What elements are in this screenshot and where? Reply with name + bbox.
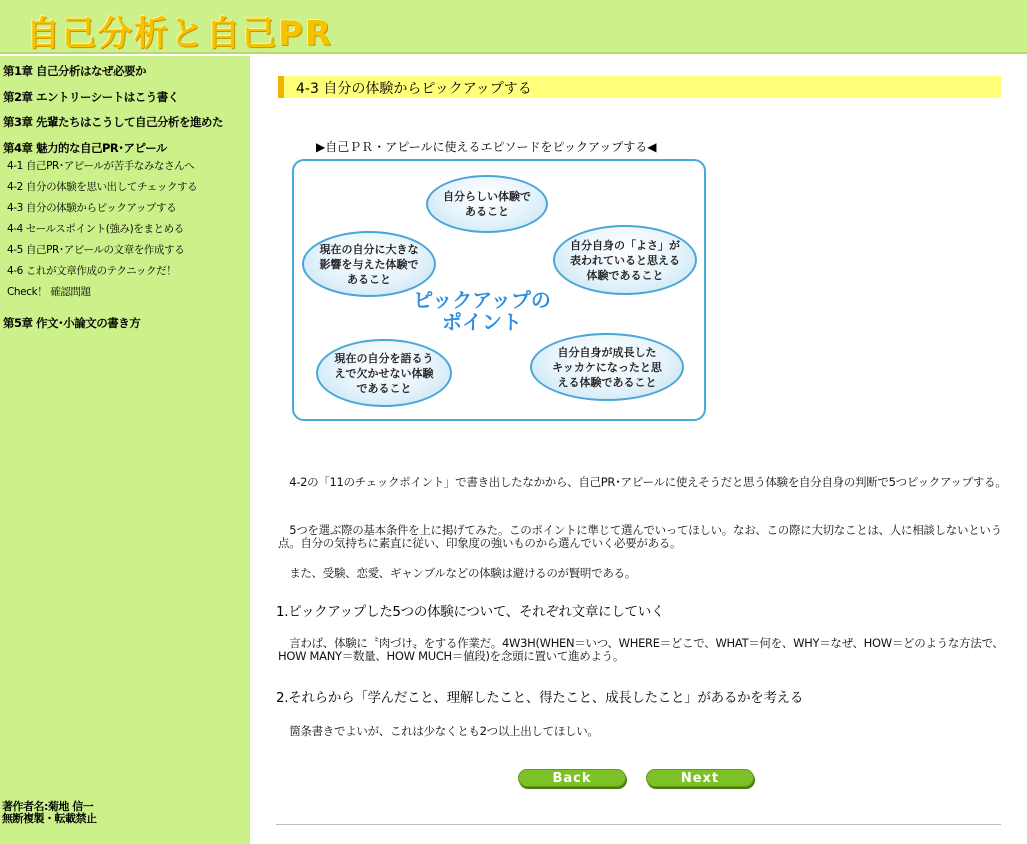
site-title: 自己分析と自己PR [26,14,334,54]
diagram-bubble-4: 現在の自分を語るう えで欠かせない体験 であること [316,339,452,407]
sidebar-chapter-2[interactable]: 第2章 エントリーシートはこう書く [3,90,179,104]
diagram-bubble-3: 自分自身の「よさ」が 表われていると思える 体験であること [553,225,697,295]
sidebar-item-4-3[interactable]: 4-3 自分の体験からピックアップする [7,202,177,214]
sidebar [0,56,250,844]
sidebar-item-check[interactable]: Check！ 確認問題 [7,286,91,298]
paragraph-1: 4-2の「11のチェックポイント」で書き出したなかから、自己PR･アピールに使えそうだと思う体験を自分自身の判断で5つピックアップする。 [278,475,1007,489]
sidebar-chapter-5[interactable]: 第5章 作文･小論文の書き方 [3,316,141,330]
footer-divider [276,824,1001,825]
sidebar-chapter-1[interactable]: 第1章 自己分析はなぜ必要か [3,64,147,78]
sidebar-item-4-4[interactable]: 4-4 セールスポイント(強み)をまとめる [7,223,184,235]
pickup-points-diagram [292,159,706,421]
sidebar-item-4-1[interactable]: 4-1 自己PR･アピールが苦手なみなさんへ [7,160,195,172]
back-button[interactable]: Back [518,769,626,787]
sidebar-item-4-5[interactable]: 4-5 自己PR･アピールの文章を作成する [7,244,185,256]
copyright [2,801,97,825]
heading-1: 1.ピックアップした5つの体験について、それぞれ文章にしていく [276,604,665,620]
paragraph-5: 箇条書きでよいが、これは少なくとも2つ以上出してほしい。 [278,724,599,738]
copyright-notice: 無断複製・転載禁止 [2,812,97,825]
paragraph-2: 5つを選ぶ際の基本条件を上に掲げてみた。このポイントに準じて選んでいってほしい。なお、この際に大切なことは、人に相談しないという点。自分の気持ちに素直に従い、印象度の強いものから選んでいく必要がある。 [278,523,1002,550]
sidebar-item-4-6[interactable]: 4-6 これが文章作成のテクニックだ！ [7,265,177,277]
header [0,0,1027,54]
next-button[interactable]: Next [646,769,754,787]
sidebar-chapter-4[interactable]: 第4章 魅力的な自己PR･アピール [3,141,167,155]
paragraph-4: 言わば、体験に〝肉づけ〟をする作業だ。4W3H(WHEN＝いつ、WHERE＝どこで、WHAT＝何を、WHY＝なぜ、HOW＝どのような方法で、HOW MANY＝数量、HOW MUCH＝値段)を念頭に置いて進めよう。 [278,636,1004,663]
diagram-caption: ▶自己ＰＲ・アピールに使えるエピソードをピックアップする◀ [316,140,657,154]
diagram-bubble-1: 自分らしい体験で あること [426,175,548,233]
main-content [250,56,1027,844]
section-title: 4-3 自分の体験からピックアップする [296,81,532,97]
paragraph-3: また、受験、恋愛、ギャンブルなどの体験は避けるのが賢明である。 [278,566,636,580]
diagram-bubble-2: 現在の自分に大きな 影響を与えた体験で あること [302,231,436,297]
copyright-author: 著作者名:菊地 信一 [2,800,94,813]
heading-2: 2.それらから「学んだこと、理解したこと、得たこと、成長したこと」があるかを考える [276,690,804,706]
section-title-bar [278,76,1001,98]
diagram-center-title: ピックアップの ポイント [413,288,551,334]
diagram-bubble-5: 自分自身が成長した キッカケになったと思 える体験であること [530,333,684,401]
sidebar-chapter-3[interactable]: 第3章 先輩たちはこうして自己分析を進めた [3,115,224,129]
sidebar-item-4-2[interactable]: 4-2 自分の体験を思い出してチェックする [7,181,198,193]
